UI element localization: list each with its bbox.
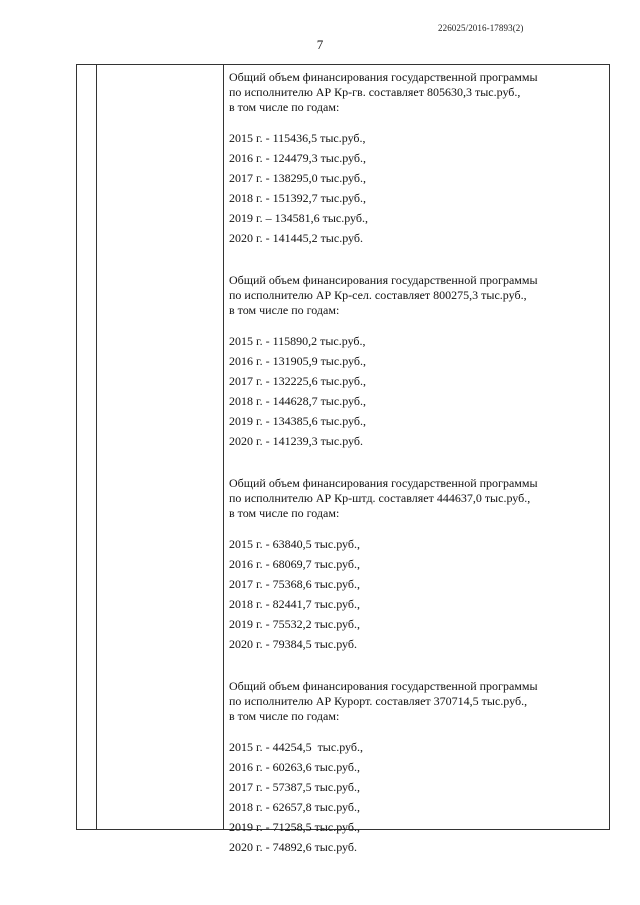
year-amount: 2019 г. - 71258,5 тыс.руб., bbox=[229, 820, 360, 834]
intro-line: Общий объем финансирования государственной программы bbox=[229, 273, 538, 287]
year-amount: 2020 г. - 79384,5 тыс.руб. bbox=[229, 637, 357, 651]
year-amount: 2018 г. - 151392,7 тыс.руб., bbox=[229, 191, 366, 205]
intro-line: по исполнителю АР Кр-сел. составляет 800275,3 тыс.руб., bbox=[229, 288, 527, 302]
year-amount: 2018 г. - 82441,7 тыс.руб., bbox=[229, 597, 360, 611]
intro-line: Общий объем финансирования государственной программы bbox=[229, 679, 538, 693]
year-amount: 2017 г. - 75368,6 тыс.руб., bbox=[229, 577, 360, 591]
intro-line: по исполнителю АР Кр-штд. составляет 444637,0 тыс.руб., bbox=[229, 491, 531, 505]
year-amount: 2017 г. - 138295,0 тыс.руб., bbox=[229, 171, 366, 185]
year-amount: 2018 г. - 62657,8 тыс.руб., bbox=[229, 800, 360, 814]
year-amount: 2015 г. - 115890,2 тыс.руб., bbox=[229, 334, 366, 348]
block-intro bbox=[229, 273, 599, 318]
document-number: 226025/2016-17893(2) bbox=[438, 23, 524, 33]
year-amount: 2016 г. - 68069,7 тыс.руб., bbox=[229, 557, 360, 571]
intro-line: в том числе по годам: bbox=[229, 506, 340, 520]
intro-line: в том числе по годам: bbox=[229, 709, 340, 723]
intro-line: в том числе по годам: bbox=[229, 303, 340, 317]
year-amount: 2020 г. - 141239,3 тыс.руб. bbox=[229, 434, 363, 448]
table-column-divider bbox=[96, 64, 97, 830]
intro-line: в том числе по годам: bbox=[229, 100, 340, 114]
intro-line: по исполнителю АР Кр-гв. составляет 805630,3 тыс.руб., bbox=[229, 85, 521, 99]
block-intro bbox=[229, 70, 599, 115]
intro-line: Общий объем финансирования государственной программы bbox=[229, 70, 538, 84]
year-amount: 2019 г. – 134581,6 тыс.руб., bbox=[229, 211, 368, 225]
year-amount: 2018 г. - 144628,7 тыс.руб., bbox=[229, 394, 366, 408]
year-amount: 2017 г. - 57387,5 тыс.руб., bbox=[229, 780, 360, 794]
table-column-divider bbox=[223, 64, 224, 830]
financing-block bbox=[229, 679, 599, 855]
year-amount: 2016 г. - 124479,3 тыс.руб., bbox=[229, 151, 366, 165]
intro-line: по исполнителю АР Курорт. составляет 370714,5 тыс.руб., bbox=[229, 694, 528, 708]
block-intro bbox=[229, 476, 599, 521]
year-amount: 2020 г. - 74892,6 тыс.руб. bbox=[229, 840, 357, 854]
year-amount: 2019 г. - 134385,6 тыс.руб., bbox=[229, 414, 366, 428]
page-number: 7 bbox=[316, 37, 324, 52]
financing-content bbox=[229, 70, 599, 882]
financing-block bbox=[229, 70, 599, 246]
year-amount: 2017 г. - 132225,6 тыс.руб., bbox=[229, 374, 366, 388]
year-amount: 2016 г. - 131905,9 тыс.руб., bbox=[229, 354, 366, 368]
block-intro bbox=[229, 679, 599, 724]
financing-block bbox=[229, 476, 599, 652]
year-amount: 2019 г. - 75532,2 тыс.руб., bbox=[229, 617, 360, 631]
intro-line: Общий объем финансирования государственной программы bbox=[229, 476, 538, 490]
year-amount: 2015 г. - 63840,5 тыс.руб., bbox=[229, 537, 360, 551]
financing-block bbox=[229, 273, 599, 449]
year-amount: 2020 г. - 141445,2 тыс.руб. bbox=[229, 231, 363, 245]
year-amount: 2015 г. - 44254,5 тыс.руб., bbox=[229, 740, 363, 754]
year-amount: 2016 г. - 60263,6 тыс.руб., bbox=[229, 760, 360, 774]
year-amount: 2015 г. - 115436,5 тыс.руб., bbox=[229, 131, 366, 145]
